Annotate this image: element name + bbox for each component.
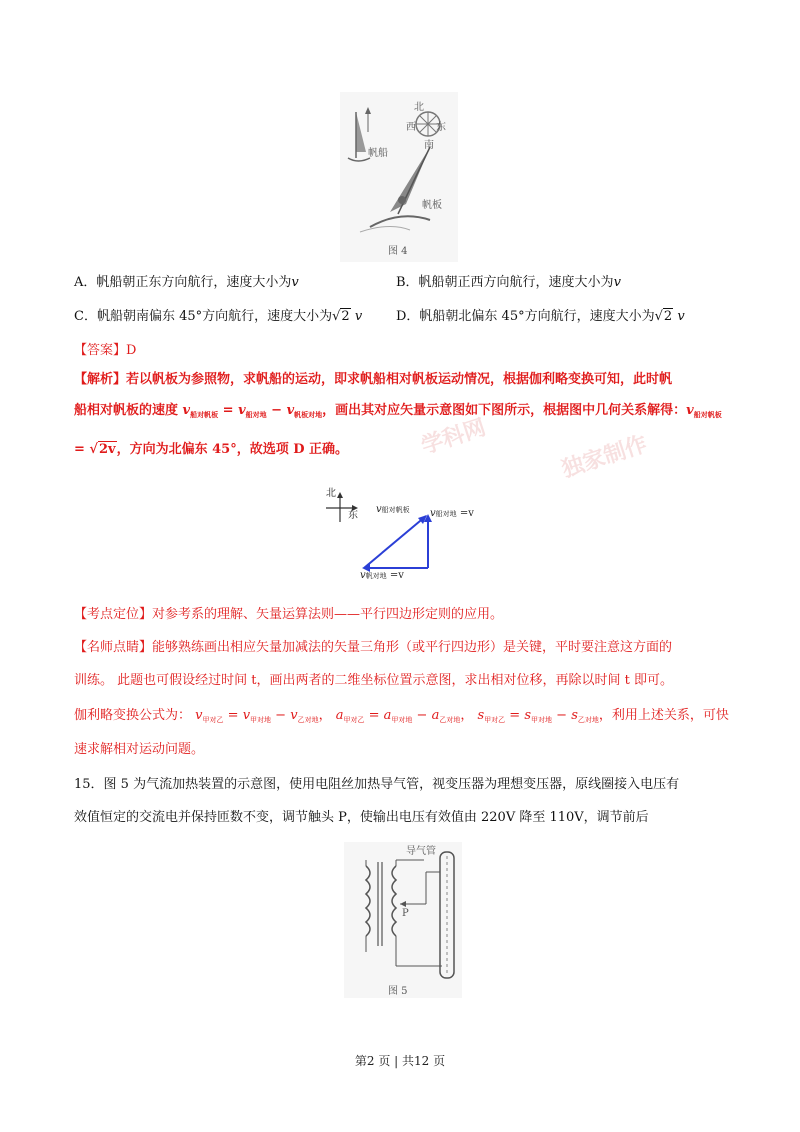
compass-west: 西 [406, 122, 416, 133]
label-p: P [402, 908, 409, 919]
galileo-line-2: 速求解相对运动问题。 [74, 742, 205, 757]
option-c: C．帆船朝南偏东 45°方向航行，速度大小为√2 v [74, 309, 363, 324]
vector-diagram [320, 484, 480, 584]
compass-east: 东 [436, 122, 446, 133]
option-a: A．帆船朝正东方向航行，速度大小为v [74, 275, 299, 290]
diagram-east: 东 [348, 510, 358, 521]
label-tube: 导气管 [406, 846, 436, 857]
compass-north: 北 [414, 102, 424, 113]
compass-south: 南 [424, 140, 434, 151]
transformer-diagram [344, 842, 462, 998]
analysis-line-3: = √2v，方向为北偏东 45°，故选项 D 正确。 [74, 442, 349, 457]
label-board: 帆板 [422, 200, 442, 211]
label-v-board-ground: v帆对地 =v [360, 570, 404, 581]
question-15-line-2: 效值恒定的交流电并保持匝数不变，调节触头 P，使输出电压有效值由 220V 降至 110V，调节前后 [74, 810, 649, 825]
label-v-boat-board: v船对帆板 [376, 504, 410, 515]
option-d: D．帆船朝北偏东 45°方向航行，速度大小为√2 v [396, 309, 685, 324]
analysis-line-1: 【解析】若以帆板为参照物，求帆船的运动，即求帆船相对帆板运动情况，根据伽利略变换可知，此时帆 [74, 372, 673, 387]
watermark: 独家制作 [558, 430, 651, 483]
figure-5 [344, 842, 462, 998]
figure-4 [340, 92, 458, 262]
analysis-line-2: 船相对帆板的速度 $v_{船对帆板} = v_{船对地} - v_{帆板对地}$，画出其对应矢量示意图如下图所示，根据图中几何关系解得：$v_{船对帆板}$ [74, 403, 722, 419]
answer: 【答案】D [74, 343, 137, 358]
label-boat: 帆船 [368, 148, 388, 159]
galileo-line-1: 伽利略变换公式为： $v_{甲对乙} = v_{甲对地} - v_{乙对地}$， $a_{甲对乙} = a_{甲对地} - a_{乙对地}$， $s_{甲对乙} = s_{甲对地} - s_{乙对地}$，利用上述关系，可快 [74, 708, 729, 724]
diagram-north: 北 [326, 488, 336, 499]
label-v-boat-ground: v船对地 =v [430, 508, 474, 519]
mingshi-line-2: 训练。 此题也可假设经过时间 t，画出两者的二维坐标位置示意图，求出相对位移，再除以时间 t 即可。 [74, 673, 673, 688]
page-footer: 第2 页 | 共12 页 [354, 1054, 446, 1068]
figure-5-caption: 图 5 [388, 986, 408, 997]
question-15-line-1: 15．图 5 为气流加热装置的示意图，使用电阻丝加热导气管，视变压器为理想变压器，原线圈接入电压有 [74, 777, 680, 792]
figure-4-caption: 图 4 [388, 246, 408, 257]
kaodian: 【考点定位】对参考系的理解、矢量运算法则——平行四边形定则的应用。 [74, 607, 504, 622]
watermark: 学科网 [418, 414, 489, 460]
mingshi-line-1: 【名师点睛】能够熟练画出相应矢量加减法的矢量三角形（或平行四边形）是关键，平时要注意这方面的 [74, 640, 673, 655]
vector-triangle [320, 484, 480, 584]
option-b: B．帆船朝正西方向航行，速度大小为v [396, 275, 621, 290]
